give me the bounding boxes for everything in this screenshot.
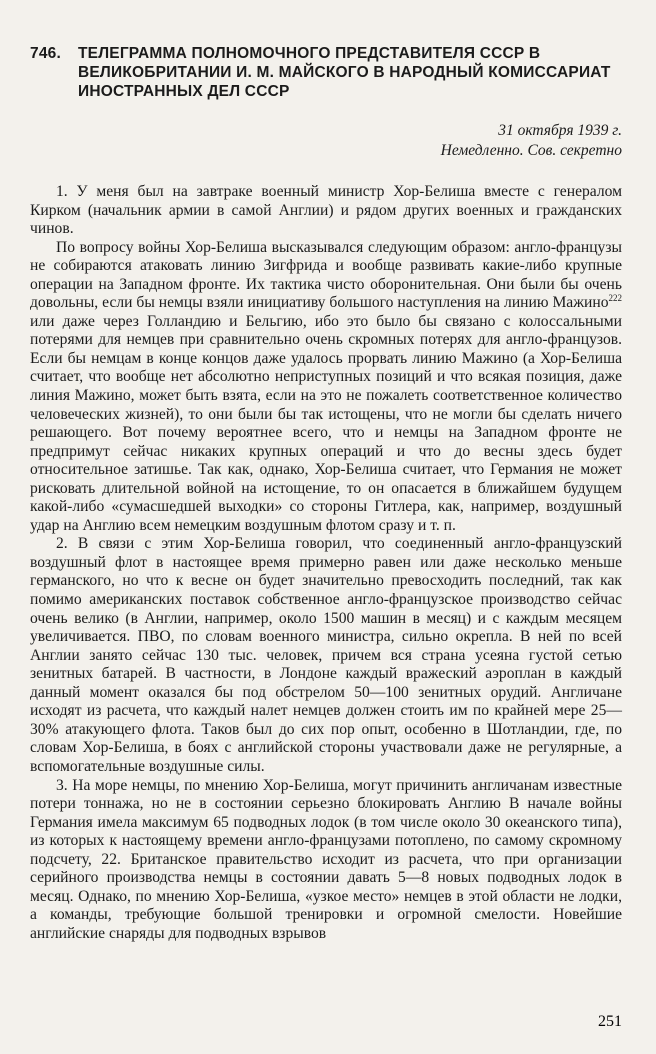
page-number: 251 [598, 1013, 622, 1030]
paragraph-3: 2. В связи с этим Хор-Белиша говорил, что соединенный англо-французский воздушный флот в настоящее время примерно равен или даже несколько меньше германского, но что к весне он будет значительно превосходить последний, так как помимо американских поставок собственное англо-французское производство сейчас очень велико (в Англии, например, около 1500 машин в месяц) и с каждым месяцем увеличивается. ПВО, по словам военного министра, сильно окрепла. В ней по всей Англии занято сейчас 130 тыс. человек, причем вся страна усеяна густой сетью зенитных батарей. В частности, в Лондоне каждый вражеский аэроплан в каждый данный момент оказался бы под обстрелом 50—100 зенитных орудий. Англичане исходят из расчета, что каждый налет немцев должен стоить им по крайней мере 25—30% атакующего флота. Таков был до сих пор опыт, особенно в Шотландии, где, по словам Хор-Белиша, в боях с английской стороны участвовали даже не регулярные, а вспомогательные воздушные силы. [30, 535, 622, 775]
paragraph-4: 3. На море немцы, по мнению Хор-Белиша, могут причинить англичанам известные потери тоннажа, но не в состоянии серьезно блокировать Англию В начале войны Германия имела максимум 65 подводных лодок (в том числе около 30 океанского типа), из которых к настоящему времени англо-французами потоплено, по самому скромному подсчету, 22. Британское правительство исходит из расчета, что при организации серийного производства немцы в состоянии давать 5—8 новых подводных лодок в месяц. Однако, по мнению Хор-Белиша, «узкое место» немцев в этой области не лодки, а команды, требующие большой тренировки и огромной смелости. Новейшие английские снаряды для подводных взрывов [30, 776, 622, 942]
document-title: ТЕЛЕГРАММА ПОЛНОМОЧНОГО ПРЕДСТАВИТЕЛЯ СССР В ВЕЛИКОБРИТАНИИ И. М. МАЙСКОГО В НАРОДНЫЙ КОМИССАРИАТ ИНОСТРАННЫХ ДЕЛ СССР [78, 45, 611, 100]
dateline [30, 121, 622, 161]
document-number: 746. [30, 45, 61, 62]
footnote-ref: 222 [608, 293, 622, 304]
paragraph-2: По вопросу войны Хор-Белиша высказывался следующим образом: англо-французы не собираются атаковать линию Зигфрида и вообще развивать какие-либо крупные операции на Западном фронте. Их тактика чисто оборонительная. Они были бы очень довольны, если бы немцы взяли инициативу большого наступления на линию Мажино$^{222}$ или даже через Голландию и Бельгию, ибо это было бы связано с колоссальными потерями для немцев при сравнительно очень скромных потерях для англо-французов. Если бы немцам в конце концов даже удалось прорвать линию Мажино (а Хор-Белиша считает, что вообще нет абсолютно неприступных позиций и что всякая позиция, даже линия Мажино, может быть взята, если на это не пожалеть соответственное количество человеческих жизней), то они были бы так истощены, что не могли бы сделать ничего решающего. Вот почему вероятнее всего, что и немцы на Западном фронте не предпримут сейчас никаких крупных операций и что до весны здесь будет относительное затишье. Так как, однако, Хор-Белиша считает, что Германия не может рисковать длительной войной на истощение, то он опасается в ближайшем будущем какой-либо «сумасшедшей выходки» со стороны Гитлера, как, например, воздушный удар на Англию всем немецким воздушным флотом сразу и т. п. [30, 238, 622, 534]
document-heading [30, 44, 622, 101]
document-date: 31 октября 1939 г. [498, 122, 622, 139]
document-classification: Немедленно. Сов. секретно [440, 142, 622, 159]
paragraph-1: 1. У меня был на завтраке военный министр Хор-Белиша вместе с генералом Кирком (начальник армии в самой Англии) и рядом других военных и гражданских чинов. [30, 183, 622, 238]
body-text [30, 183, 622, 943]
